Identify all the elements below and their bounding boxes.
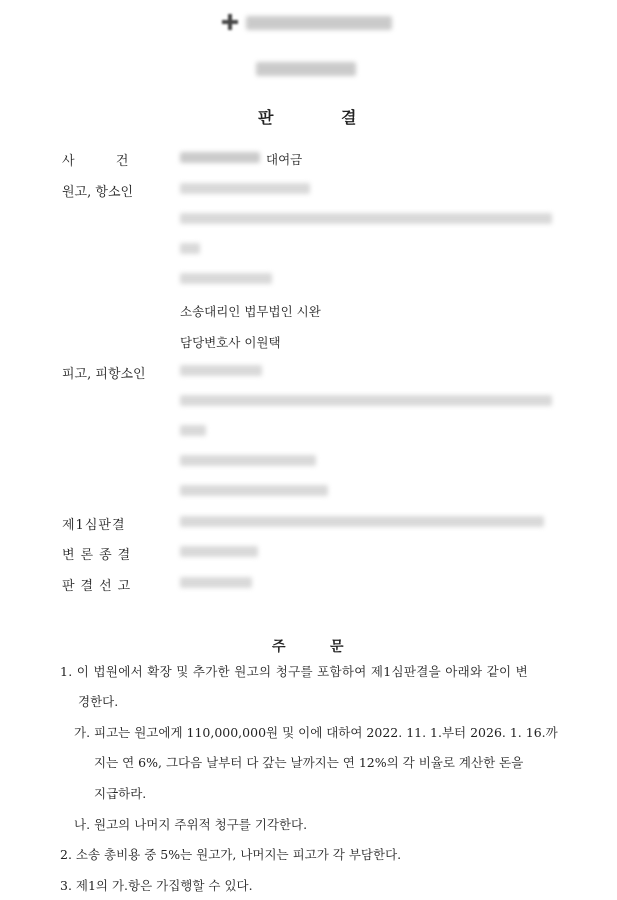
case-label: 사 건 bbox=[62, 154, 129, 169]
crest-icon bbox=[222, 14, 238, 30]
order-item-1a-line2: 지는 연 6%, 그다음 날부터 다 갚는 날까지는 연 12%의 각 비율로 계산한 돈을 bbox=[94, 755, 524, 770]
order-item-1-line1: 1. 이 법원에서 확장 및 추가한 원고의 청구를 포함하여 제1심판결을 아래와 같이 변 bbox=[60, 664, 529, 679]
order-heading-right: 문 bbox=[330, 639, 345, 655]
first-judgment-redacted bbox=[180, 516, 544, 527]
doc-title-left: 판 bbox=[258, 108, 275, 127]
plaintiff-address-redacted bbox=[180, 213, 552, 224]
plaintiff-counsel: 소송대리인 법무법인 시완 bbox=[180, 304, 321, 319]
sentence-date-redacted bbox=[180, 577, 252, 588]
doc-title-right: 결 bbox=[341, 108, 358, 127]
order-item-1a-line1: 가. 피고는 원고에게 110,000,000원 및 이에 대하여 2022. 11. 1.부터 2026. 1. 16.까 bbox=[74, 725, 558, 740]
plaintiff-attorney: 담당변호사 이원택 bbox=[180, 335, 281, 350]
order-item-1b: 나. 원고의 나머지 주위적 청구를 기각한다. bbox=[74, 817, 308, 832]
case-number-redacted bbox=[180, 152, 260, 163]
defendant-address-redacted bbox=[180, 395, 552, 406]
order-item-2: 2. 소송 총비용 중 5%는 원고가, 나머지는 피고가 각 부담한다. bbox=[60, 847, 402, 862]
defendant-rep-redacted bbox=[180, 455, 316, 466]
closing-label: 변론종결 bbox=[62, 548, 137, 563]
order-item-1a-line3: 지급하라. bbox=[94, 786, 147, 801]
court-name-redacted bbox=[246, 16, 392, 30]
plaintiff-rep-redacted bbox=[180, 273, 272, 284]
plaintiff-label: 원고, 항소인 bbox=[62, 185, 134, 200]
defendant-address-redacted-2 bbox=[180, 425, 206, 436]
plaintiff-name-redacted bbox=[180, 183, 310, 194]
defendant-name-redacted bbox=[180, 365, 262, 376]
order-item-3: 3. 제1의 가.항은 가집행할 수 있다. bbox=[60, 878, 253, 893]
first-judgment-label: 제1심판결 bbox=[62, 518, 126, 533]
defendant-counsel-redacted bbox=[180, 485, 328, 496]
division-redacted bbox=[256, 62, 356, 76]
order-item-1-line2: 경한다. bbox=[78, 694, 119, 709]
plaintiff-address-redacted-2 bbox=[180, 243, 200, 254]
sentence-label: 판결선고 bbox=[62, 579, 137, 594]
case-name: 대여금 bbox=[266, 152, 303, 167]
closing-date-redacted bbox=[180, 546, 258, 557]
order-heading-left: 주 bbox=[272, 639, 287, 655]
defendant-label: 피고, 피항소인 bbox=[62, 367, 146, 382]
